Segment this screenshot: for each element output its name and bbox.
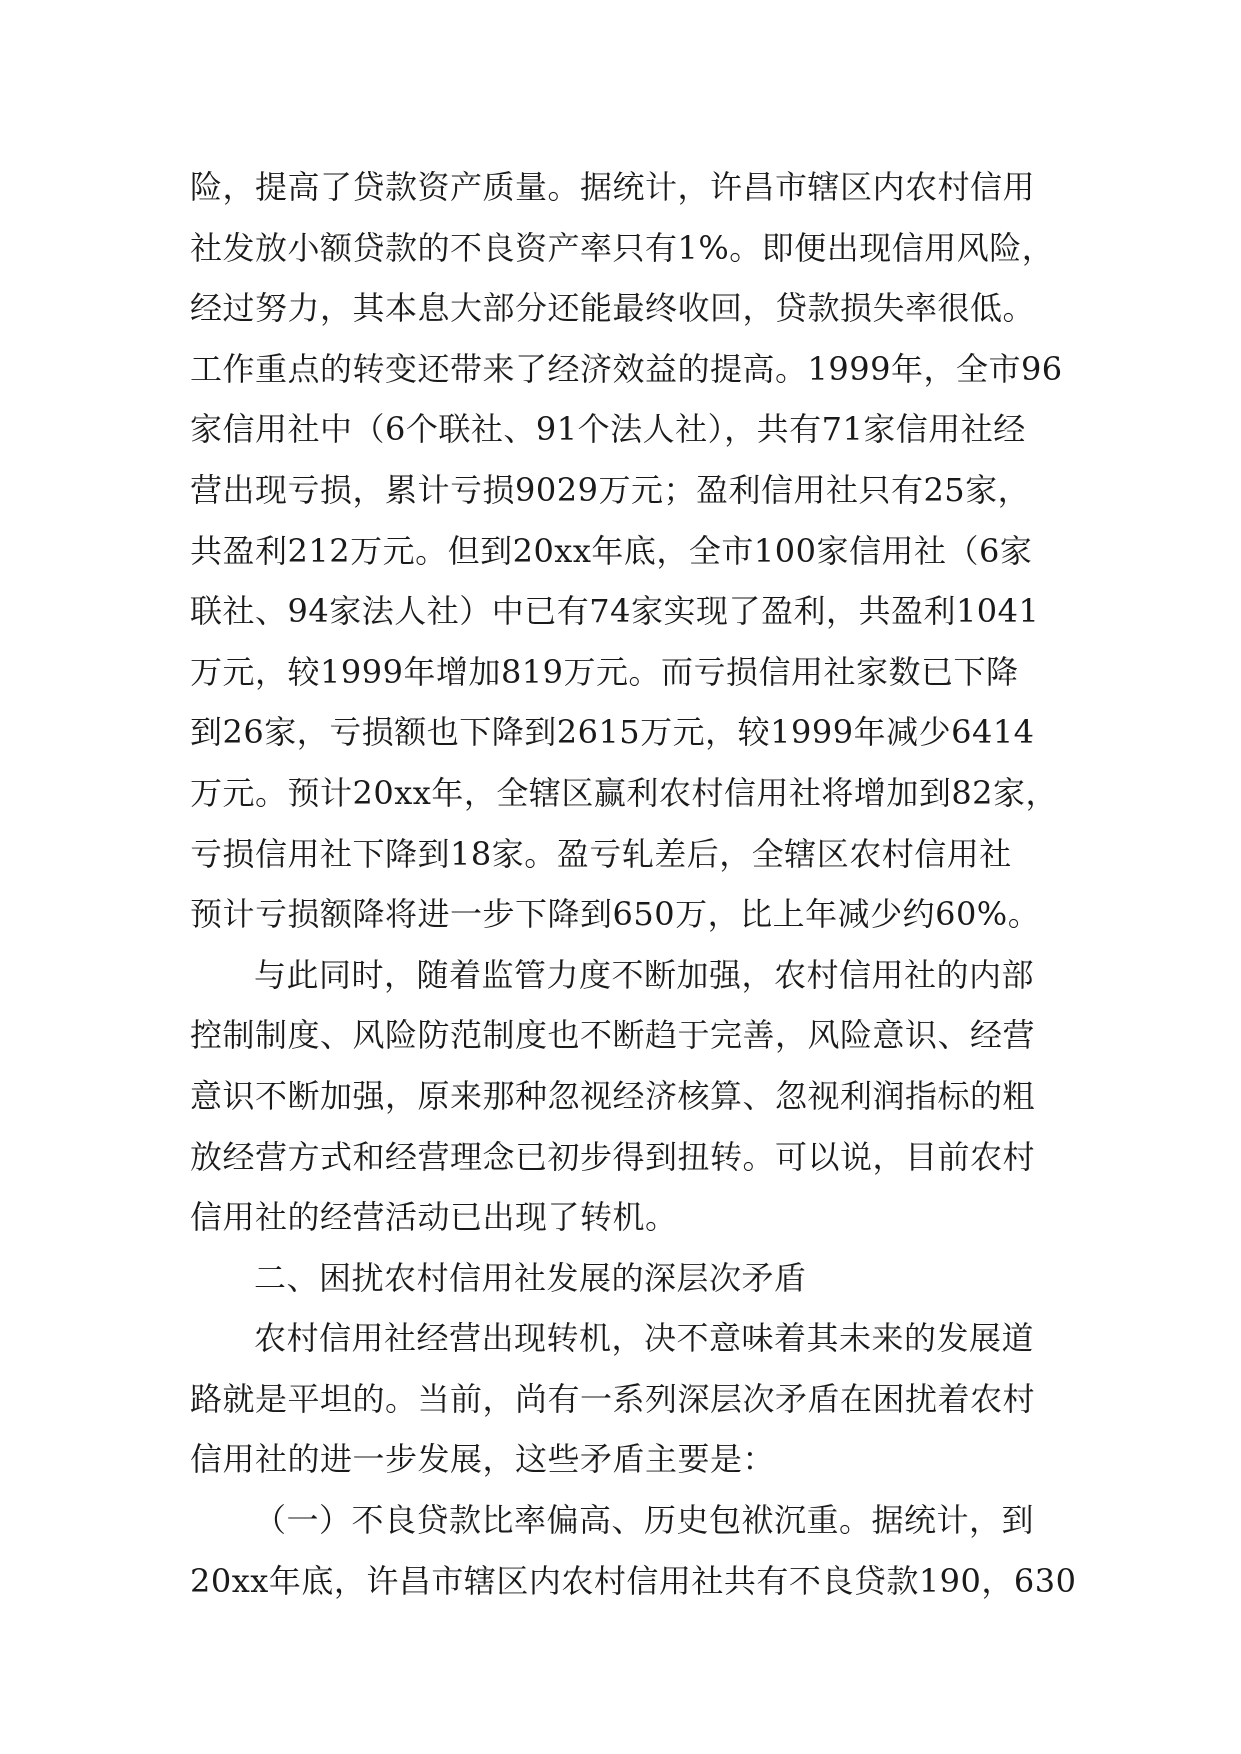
- text-line: 路就是平坦的。当前，尚有一系列深层次矛盾在困扰着农村: [190, 1379, 1036, 1418]
- subsection-first-line: （一）不良贷款比率偏高、历史包袱沉重。据统计，到: [254, 1501, 1035, 1540]
- text-line: 意识不断加强，原来那种忽视经济核算、忽视利润指标的粗: [190, 1076, 1036, 1115]
- text-line: 工作重点的转变还带来了经济效益的提高。1999年，全市96: [190, 349, 1063, 388]
- text-line: 营出现亏损，累计亏损9029万元；盈利信用社只有25家，: [190, 470, 1031, 509]
- paragraph-first-line: 农村信用社经营出现转机，决不意味着其未来的发展道: [254, 1319, 1035, 1358]
- text-line: 亏损信用社下降到18家。盈亏轧差后，全辖区农村信用社: [190, 834, 1012, 873]
- text-line: 万元，较1999年增加819万元。而亏损信用社家数已下降: [190, 652, 1019, 691]
- text-line: 信用社的经营活动已出现了转机。: [190, 1198, 678, 1237]
- text-line: 信用社的进一步发展，这些矛盾主要是：: [190, 1440, 776, 1479]
- document-body: [190, 157, 1077, 1611]
- text-line: 社发放小额贷款的不良资产率只有1%。即便出现信用风险，: [190, 228, 1055, 267]
- text-line: 共盈利212万元。但到20xx年底，全市100家信用社（6家: [190, 531, 1033, 570]
- text-line: 家信用社中（6个联社、91个法人社），共有71家信用社经: [190, 410, 1026, 449]
- text-line: 20xx年底，许昌市辖区内农村信用社共有不良贷款190，630: [190, 1561, 1077, 1600]
- text-line: 经过努力，其本息大部分还能最终收回，贷款损失率很低。: [190, 289, 1036, 328]
- text-line: 放经营方式和经营理念已初步得到扭转。可以说，目前农村: [190, 1137, 1036, 1176]
- text-line: 联社、94家法人社）中已有74家实现了盈利，共盈利1041: [190, 592, 1040, 631]
- text-line: 万元。预计20xx年，全辖区赢利农村信用社将增加到82家，: [190, 773, 1059, 812]
- text-line: 预计亏损额降将进一步下降到650万，比上年减少约60%。: [190, 895, 1041, 934]
- paragraph-first-line: 与此同时，随着监管力度不断加强，农村信用社的内部: [254, 955, 1035, 994]
- text-line: 到26家，亏损额也下降到2615万元，较1999年减少6414: [190, 713, 1035, 752]
- text-line: 控制制度、风险防范制度也不断趋于完善，风险意识、经营: [190, 1016, 1036, 1055]
- section-heading: 二、困扰农村信用社发展的深层次矛盾: [254, 1258, 807, 1297]
- text-line: 险，提高了贷款资产质量。据统计，许昌市辖区内农村信用: [190, 168, 1036, 206]
